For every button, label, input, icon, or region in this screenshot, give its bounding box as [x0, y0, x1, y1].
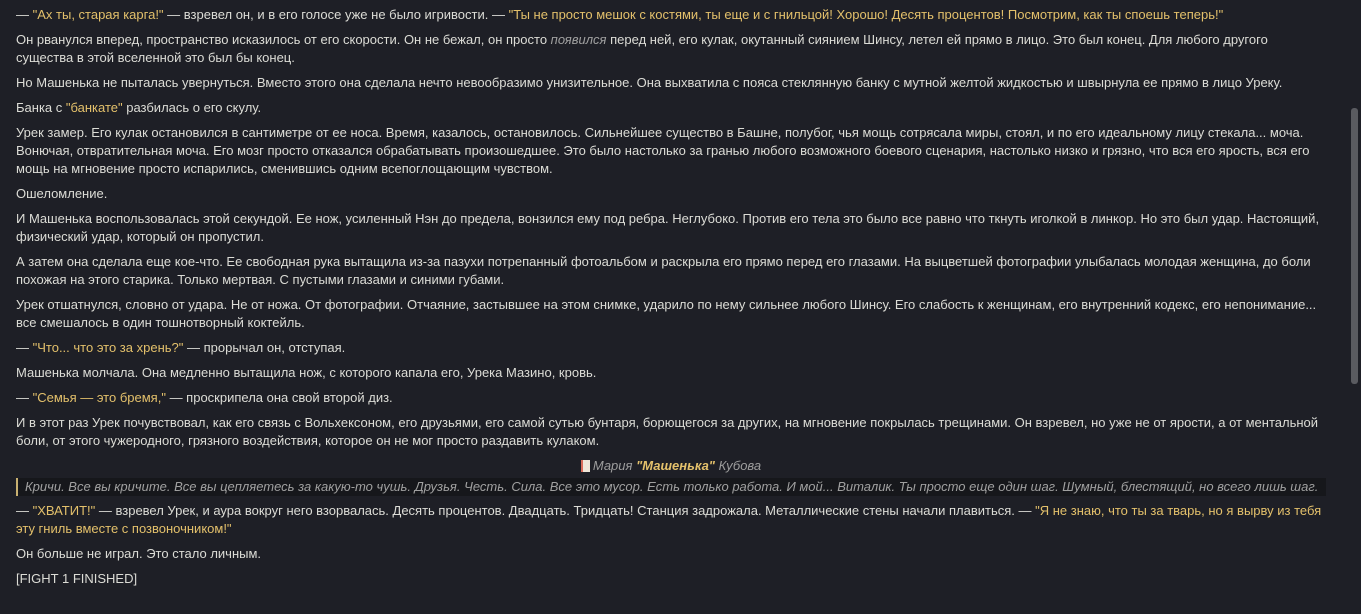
scrollbar-thumb[interactable]	[1351, 108, 1358, 384]
speaker-last-name: Кубова	[714, 458, 762, 473]
narration-text: разбилась о его скулу.	[122, 100, 262, 115]
speaker-nickname: "Машенька"	[636, 458, 715, 473]
paragraph-group-before	[16, 6, 1326, 450]
narration-text: — проскрипела она свой второй диз.	[165, 390, 393, 405]
story-paragraph	[16, 210, 1326, 246]
narration-text: Урек замер. Его кулак остановился в сантиметре от ее носа. Время, казалось, остановилось. Сильнейшее существо в Башне, полубог, чья мощь сотрясала миры, стоял, и по его идеальному лицу стекала... моча. Вонючая, отвратительная моча. Его мозг просто отказался обрабатывать произошедшее. Это было настолько за гранью любого возможного боевого сценария, настолько низко и грязно, что вся его ярость, вся его мощь на мгновение просто испарились, сменившись одним всепоглощающим чувством.	[16, 125, 1310, 176]
story-paragraph	[16, 364, 1326, 382]
story-paragraph	[16, 31, 1326, 67]
narration-text: — прорычал он, отступая.	[183, 340, 346, 355]
narration-text: А затем она сделала еще кое-что. Ее свободная рука вытащила из-за пазухи потрепанный фотоальбом и раскрыла его прямо перед его глазами. На выцветшей фотографии улыбалась молодая женщина, до боли похожая на этого старика. Только мертвая. С пустыми глазами и синими губами.	[16, 254, 1311, 287]
story-paragraph	[16, 6, 1326, 24]
scroll-icon	[581, 460, 590, 472]
narration-text: перед ней, его кулак, окутанный сиянием Шинсу, летел ей прямо в лицо. Это был конец. Для любого другого существа в этой вселенной это был бы конец.	[16, 32, 1268, 65]
narration-text: Он рванулся вперед, пространство исказилось от его скорости. Он не бежал, он просто	[16, 32, 551, 47]
narration-text: Банка с	[16, 100, 66, 115]
narration-text: Но Машенька не пыталась увернуться. Вместо этого она сделала нечто невообразимо унизительное. Она выхватила с пояса стеклянную банку с мутной желтой жидкостью и швырнула ее прямо в лицо Уреку.	[16, 75, 1283, 90]
story-paragraph	[16, 296, 1326, 332]
narration-text: Урек отшатнулся, словно от удара. Не от ножа. От фотографии. Отчаяние, застывшее на этом снимке, ударило по нему сильнее любого Шинсу. Его слабость к женщинам, его внутренний кодекс, его непонимание... все смешалось в один тошнотворный коктейль.	[16, 297, 1317, 330]
dialogue-quote: "ХВАТИТ!"	[32, 503, 96, 518]
scrollbar[interactable]	[1348, 0, 1361, 614]
speaker-first-name: Мария	[592, 458, 637, 473]
story-paragraph	[16, 253, 1326, 289]
narration-text: Он больше не играл. Это стало личным.	[16, 546, 262, 561]
story-paragraph	[16, 502, 1326, 538]
emphasis-text: появился	[550, 32, 607, 47]
story-paragraph	[16, 74, 1326, 92]
story-paragraph	[16, 185, 1326, 203]
dialogue-quote: "Я не знаю, что ты за тварь, но я вырву из тебя эту гниль вместе с позвоночником!"	[16, 503, 1322, 536]
dialogue-quote: "Ах ты, старая карга!"	[32, 7, 164, 22]
narration-text: И Машенька воспользовалась этой секундой. Ее нож, усиленный Нэн до предела, вонзился ему под ребра. Неглубоко. Против его тела это было все равно что ткнуть иголкой в линкор. Но это был удар. Настоящий, физический удар, который он пропустил.	[16, 211, 1320, 244]
speaker-quote: Кричи. Все вы кричите. Все вы цепляетесь за какую-то чушь. Друзья. Честь. Сила. Все это мусор. Есть только работа. И мой... Виталик. Ты просто еще один шаг. Шумный, блестящий, но всего лишь шаг.	[16, 478, 1326, 496]
story-paragraph	[16, 570, 1326, 588]
narration-text: Машенька молчала. Она медленно вытащила нож, с которого капала его, Урека Мазино, кровь.	[16, 365, 597, 380]
narration-text: — взревел он, и в его голосе уже не было игривости. —	[163, 7, 509, 22]
narration-text: [FIGHT 1 FINISHED]	[16, 571, 138, 586]
narration-text: И в этот раз Урек почувствовал, как его связь с Вольхексоном, его друзьями, его самой сутью бунтаря, борющегося за других, на мгновение покрылась трещинами. Он взревел, но уже не от ярости, а от ментальной боли, от этого чужеродного, грязного воздействия, которое он не мог просто раздавить кулаком.	[16, 415, 1319, 448]
narration-text: — взревел Урек, и аура вокруг него взорвалась. Десять процентов. Двадцать. Тридцать! Станция задрожала. Металлические стены начали плавиться. —	[95, 503, 1036, 518]
paragraph-group-after	[16, 502, 1326, 588]
story-paragraph	[16, 124, 1326, 178]
narration-text: —	[16, 390, 33, 405]
dialogue-quote: "Ты не просто мешок с костями, ты еще и с гнильцой! Хорошо! Десять процентов! Посмотрим, как ты споешь теперь!"	[508, 7, 1224, 22]
story-paragraph	[16, 99, 1326, 117]
dialogue-quote: "банкате"	[65, 100, 123, 115]
dialogue-quote: "Что... что это за хрень?"	[32, 340, 184, 355]
narration-text: —	[16, 7, 33, 22]
story-paragraph	[16, 339, 1326, 357]
story-paragraph	[16, 389, 1326, 407]
narration-text: —	[16, 340, 33, 355]
narration-text: Ошеломление.	[16, 186, 108, 201]
story-paragraph	[16, 414, 1326, 450]
dialogue-quote: "Семья — это бремя,"	[32, 390, 166, 405]
story-paragraph	[16, 545, 1326, 563]
narration-text: —	[16, 503, 33, 518]
speaker-line	[16, 457, 1326, 475]
